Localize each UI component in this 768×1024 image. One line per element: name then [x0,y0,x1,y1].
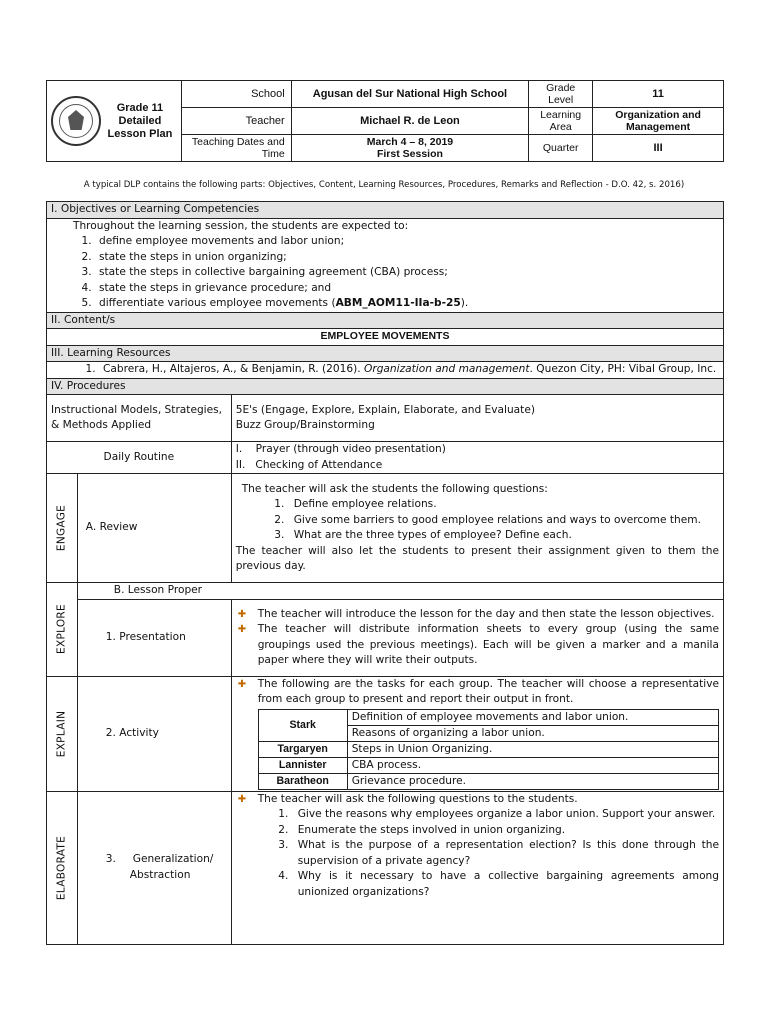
school-label: School [181,81,291,108]
objectives-body [47,218,724,312]
list-item: 1. Cabrera, H., Altajeros, A., & Benjamin, R. (2016). Organization and management. Quezon City, PH: Vibal Group, Inc. [99,362,719,378]
review-questions [236,497,719,544]
list-item: 5. differentiate various employee movements (ABM_AOM11-IIa-b-25). [95,296,719,312]
grade-value: 11 [593,81,724,108]
resources-body [47,362,724,379]
models-label: Instructional Models, Strategies, & Methods Applied [47,395,232,442]
list-item: ✚ The following are the tasks for each group. The teacher will choose a representative from each group to present and report their output in front. [236,677,719,708]
elaborate-phase-cell [47,791,78,944]
resources-list [51,362,719,378]
lesson-proper-label: B. Lesson Proper [77,583,723,600]
generalization-body [231,791,723,944]
list-item: 1. Define employee relations. [288,497,719,513]
group-name: Lannister [258,757,347,773]
generalization-label: 3. Generalization/ Abstraction [77,791,231,944]
activity-list [236,677,719,708]
list-item: ✚ The teacher will ask the following questions to the students. [236,792,719,808]
grade-label: Grade Level [529,81,593,108]
list-item: 4. state the steps in grievance procedure; and [95,281,719,297]
list-item: 1. define employee movements and labor union; [95,234,719,250]
explain-label: EXPLAIN [55,710,68,757]
generalization-questions [236,807,719,900]
dlp-intro-note: A typical DLP contains the following parts: Objectives, Content, Learning Resources, Procedures, Remarks and Reflection - D.O. 42, s. 2016) [83,180,685,190]
group-task: CBA process. [347,757,718,773]
group-task: Grievance procedure. [347,773,718,789]
engage-label: ENGAGE [55,504,68,552]
school-value: Agusan del Sur National High School [291,81,528,108]
procedures-heading: IV. Procedures [47,378,724,395]
group-task: Steps in Union Organizing. [347,741,718,757]
lesson-plan-table [46,201,724,945]
group-tasks-table [258,709,719,790]
objectives-list [51,234,719,312]
group-name: Baratheon [258,773,347,789]
list-item: ✚ The teacher will distribute information sheets to every group (using the same groupings used the previous meetings). Each will be given a marker and a manila paper where they will write their outputs. [236,622,719,669]
deped-seal-logo [51,96,101,146]
content-title: EMPLOYEE MOVEMENTS [47,329,724,346]
generalization-lead-list [236,792,719,808]
explore-label: EXPLORE [55,604,68,655]
elaborate-label: ELABORATE [55,835,68,900]
content-heading: II. Content/s [47,312,724,329]
group-name: Targaryen [258,741,347,757]
list-item: 2. Give some barriers to good employee relations and ways to overcome them. [288,513,719,529]
review-label: A. Review [77,474,231,583]
presentation-list [236,607,719,669]
quarter-label: Quarter [529,135,593,162]
routine-label: Daily Routine [47,442,232,474]
dates-label: Teaching Dates and Time [181,135,291,162]
models-value: 5E's (Engage, Explore, Explain, Elaborate, and Evaluate) Buzz Group/Brainstorming [231,395,723,442]
group-task: Reasons of organizing a labor union. [347,725,718,741]
teacher-value: Michael R. de Leon [291,108,528,135]
title-cell [47,81,182,162]
review-body: The teacher will ask the students the following questions: 1. Define employee relations. 2. Give some barriers to good employee relations and ways to overcome them. 3. What are the three types of employee? Define each. The teacher will also let the students to present their assignment given to them the previous day. [231,474,723,583]
list-item: 3. What are the three types of employee? Define each. [288,528,719,544]
quarter-value: III [593,135,724,162]
routine-value: I. Prayer (through video presentation) II. Checking of Attendance [231,442,723,474]
engage-phase-cell [47,474,78,583]
presentation-body [231,599,723,676]
presentation-label: 1. Presentation [77,599,231,676]
dates-value: March 4 – 8, 2019 First Session [291,135,528,162]
header-table [46,80,724,162]
teacher-label: Teacher [181,108,291,135]
area-label: Learning Area [529,108,593,135]
list-item: 2. Enumerate the steps involved in union organizing. [292,823,719,839]
list-item: 3. What is the purpose of a representation election? Is this done through the supervision of a private agency? [292,838,719,869]
competency-code: ABM_AOM11-IIa-b-25 [335,297,461,309]
activity-label: 2. Activity [77,676,231,791]
list-item: 1. Give the reasons why employees organize a labor union. Support your answer. [292,807,719,823]
dlp-title: Grade 11 Detailed Lesson Plan [107,101,173,140]
group-task: Definition of employee movements and labor union. [347,709,718,725]
explore-phase-cell [47,583,78,677]
area-value: Organization and Management [593,108,724,135]
explain-phase-cell [47,676,78,791]
activity-body [231,676,723,791]
list-item: 3. state the steps in collective bargaining agreement (CBA) process; [95,265,719,281]
resources-heading: III. Learning Resources [47,345,724,362]
list-item: 2. state the steps in union organizing; [95,250,719,266]
group-name: Stark [258,709,347,741]
objectives-heading: I. Objectives or Learning Competencies [47,202,724,219]
list-item: 4. Why is it necessary to have a collective bargaining agreements among unionized organizations? [292,869,719,900]
list-item: ✚ The teacher will introduce the lesson for the day and then state the lesson objectives. [236,607,719,623]
objectives-lead: Throughout the learning session, the students are expected to: [73,219,409,232]
